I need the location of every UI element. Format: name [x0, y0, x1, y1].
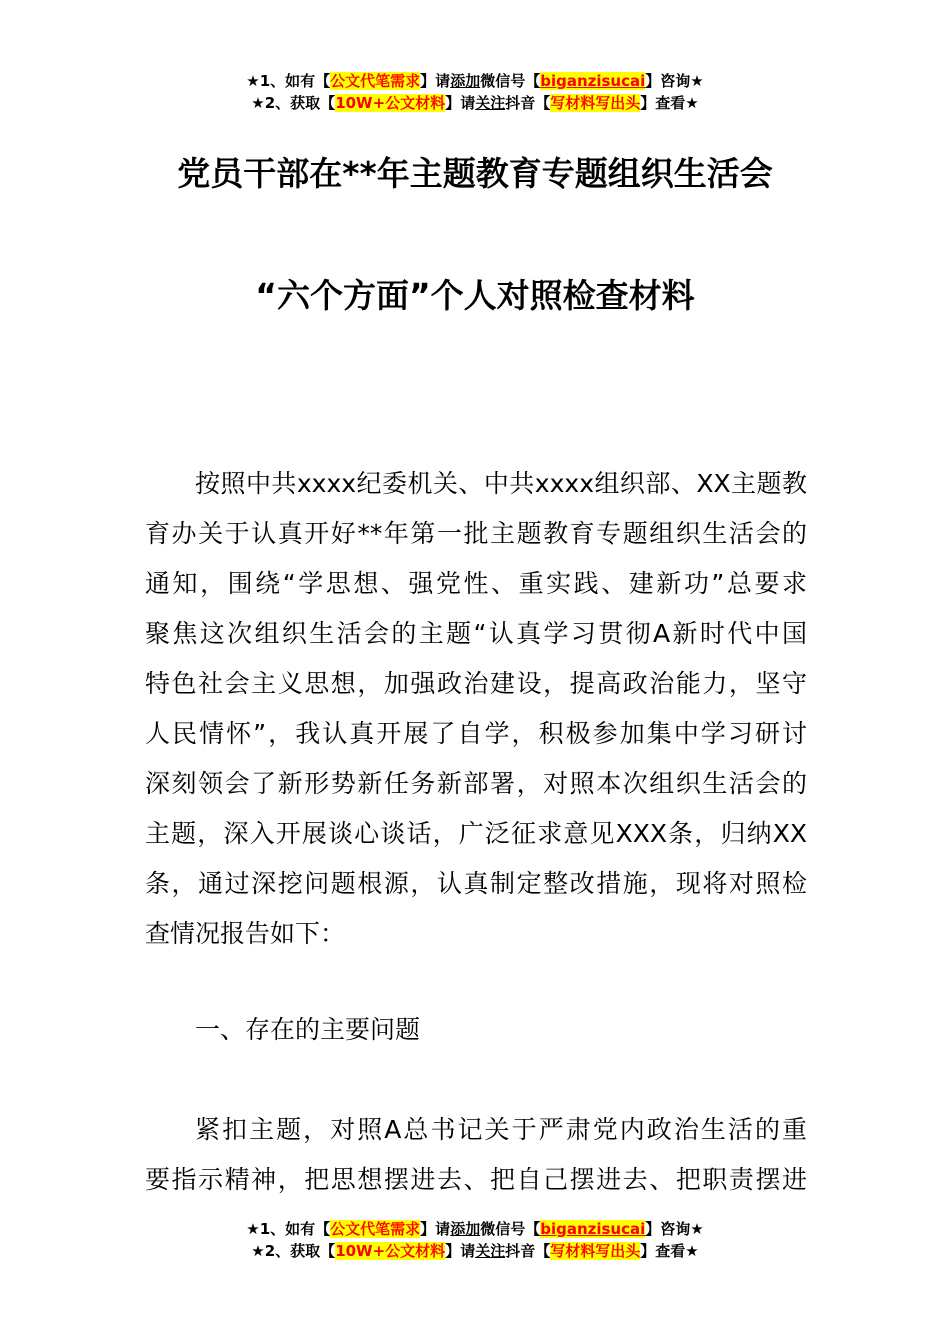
- banner-highlight: 10W+公文材料: [335, 94, 446, 112]
- banner-text: 】请: [420, 72, 451, 90]
- banner-line-1: [0, 70, 950, 92]
- section-heading: [145, 1005, 807, 1055]
- bottom-banner: [0, 1218, 950, 1262]
- banner-text: 】请: [445, 94, 476, 112]
- banner-highlight: 10W+公文材料: [335, 1242, 446, 1260]
- body-paragraph: [145, 1105, 807, 1205]
- banner-text: 】请: [445, 1242, 476, 1260]
- banner-text: ★2、获取【: [251, 1242, 336, 1260]
- banner-text: 抖音【: [505, 1242, 551, 1260]
- text-line: 主题，深入开展谈心谈话，广泛征求意见XXX条，归纳XX: [145, 819, 807, 848]
- banner-text: 】查看★: [640, 1242, 699, 1260]
- section-heading-text: 一、存在的主要问题: [195, 1015, 421, 1044]
- text-line: 查情况报告如下：: [145, 919, 346, 948]
- banner-highlight: 写材料写出头: [550, 1242, 641, 1260]
- banner-highlight: 写材料写出头: [550, 94, 641, 112]
- banner-emphasis: 关注: [475, 94, 506, 112]
- text-line: 紧扣主题，对照A总书记关于严肃党内政治生活的重: [195, 1115, 807, 1144]
- banner-text: ★1、如有【: [246, 72, 331, 90]
- banner-text: 】咨询★: [645, 72, 704, 90]
- top-banner: [0, 70, 950, 114]
- text-line: 通知，围绕“学思想、强党性、重实践、建新功”总要求: [145, 569, 807, 598]
- banner-text: 】咨询★: [645, 1220, 704, 1238]
- banner-line-2: [0, 1240, 950, 1262]
- banner-text: 】请: [420, 1220, 451, 1238]
- banner-text: 微信号【: [480, 1220, 541, 1238]
- text-line: 特色社会主义思想，加强政治建设，提高政治能力，坚守: [145, 669, 807, 698]
- text-line: 聚焦这次组织生活会的主题“认真学习贯彻A新时代中国: [145, 619, 807, 648]
- banner-highlight: biganzisucai: [540, 72, 646, 90]
- banner-text: 抖音【: [505, 94, 551, 112]
- banner-emphasis: 添加: [450, 72, 481, 90]
- text-line: 人民情怀”，我认真开展了自学，积极参加集中学习研讨: [145, 719, 807, 748]
- banner-highlight: 公文代笔需求: [330, 1220, 421, 1238]
- text-line: 按照中共xxxx纪委机关、中共xxxx组织部、XX主题教: [195, 469, 807, 498]
- banner-text: ★1、如有【: [246, 1220, 331, 1238]
- document-title-line-1: 党员干部在**年主题教育专题组织生活会: [177, 154, 773, 193]
- text-line: 深刻领会了新形势新任务新部署，对照本次组织生活会的: [145, 769, 807, 798]
- banner-emphasis: 添加: [450, 1220, 481, 1238]
- banner-line-1: [0, 1218, 950, 1240]
- banner-highlight: 公文代笔需求: [330, 72, 421, 90]
- banner-text: 微信号【: [480, 72, 541, 90]
- document-title-line-2: “六个方面”个人对照检查材料: [255, 276, 695, 315]
- intro-paragraph: [145, 459, 807, 959]
- banner-emphasis: 关注: [475, 1242, 506, 1260]
- banner-text: ★2、获取【: [251, 94, 336, 112]
- text-line: 要指示精神，把思想摆进去、把自己摆进去、把职责摆进: [145, 1165, 807, 1194]
- banner-line-2: [0, 92, 950, 114]
- text-line: 育办关于认真开好**年第一批主题教育专题组织生活会的: [145, 519, 807, 548]
- banner-text: 】查看★: [640, 94, 699, 112]
- banner-highlight: biganzisucai: [540, 1220, 646, 1238]
- text-line: 条，通过深挖问题根源，认真制定整改措施，现将对照检: [145, 869, 807, 898]
